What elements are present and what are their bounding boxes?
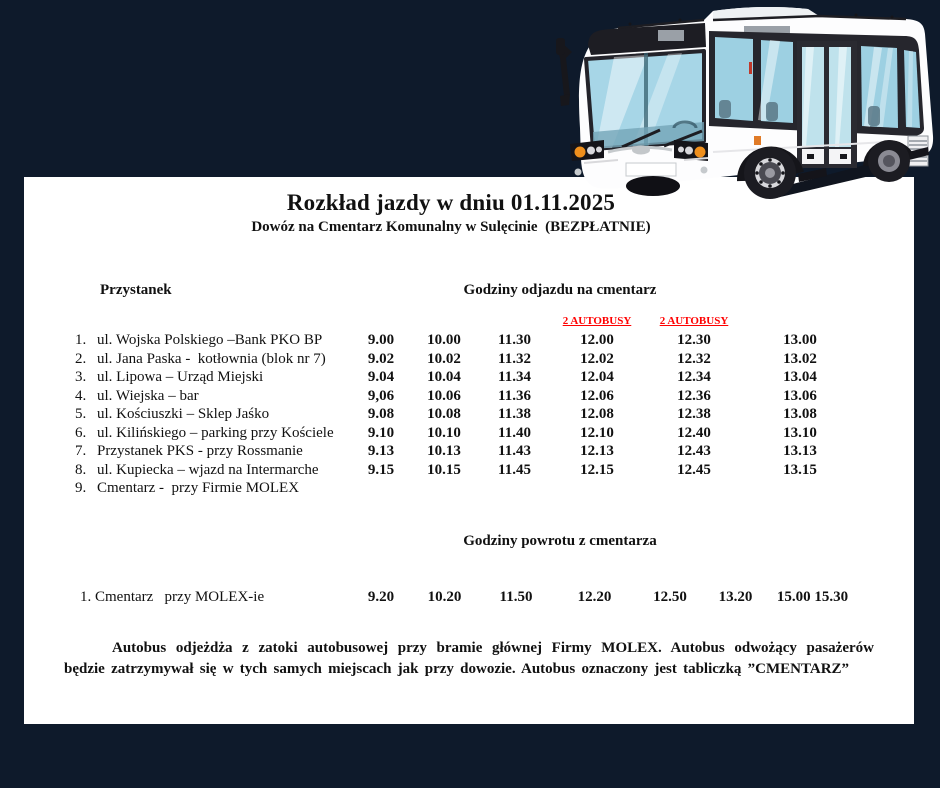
departure-time-cell: 12.32 — [677, 350, 711, 367]
departure-row — [24, 368, 914, 387]
departure-time-cell: 10.08 — [427, 406, 461, 422]
departure-time-cell: 11.30 — [498, 332, 531, 348]
stop-label: Przystanek PKS - przy Rossmanie — [97, 443, 303, 459]
departure-time-cell: 12.40 — [677, 424, 711, 441]
departure-time-cell: 9.02 — [367, 350, 395, 367]
departure-row — [24, 331, 914, 350]
spacer — [24, 315, 552, 328]
departure-time-cell: 10.10 — [427, 424, 461, 441]
departure-time-cell: 10.13 — [427, 443, 461, 459]
return-stop-label: 1. Cmentarz przy MOLEX-ie — [80, 588, 265, 605]
departure-time-cell: 12.00 — [580, 332, 614, 348]
stop-number: 3. — [75, 369, 87, 385]
stop-name — [24, 442, 351, 461]
departure-row — [24, 442, 914, 461]
stop-name — [24, 461, 351, 480]
departure-time-cell: 9.10 — [367, 424, 395, 441]
stop-name — [24, 350, 351, 369]
departure-time-cell: 13.13 — [783, 443, 817, 459]
departure-time-cell: 12.43 — [677, 443, 711, 459]
departure-time-cell: 10.00 — [427, 332, 461, 348]
departure-time-cell: 11.45 — [498, 461, 531, 478]
stop-label: ul. Jana Paska - kotłownia (blok nr 7) — [97, 350, 326, 367]
departure-time-cell: 11.43 — [498, 443, 531, 459]
footer-note: Autobus odjeżdża z zatoki autobusowej przy bramie głównej Firmy MOLEX. Autobus odwożący pasażerów będzie zatrzymywał się w tych samych miejscach jak przy dowozie. Autobus oznaczony jest tabliczką ”CMENTARZ” — [64, 639, 874, 677]
stop-label: ul. Kościuszki – Sklep Jaśko — [97, 406, 270, 422]
departure-time-cell: 13.10 — [783, 424, 817, 441]
departure-time-cell: 10.02 — [427, 350, 461, 367]
departure-time-cell: 12.38 — [677, 406, 711, 422]
table-header-row — [24, 281, 914, 300]
departure-time-cell: 13.08 — [783, 406, 817, 422]
departure-row — [24, 461, 914, 480]
departure-time-cell: 9.08 — [367, 406, 395, 422]
stop-label: ul. Wojska Polskiego –Bank PKO BP — [97, 332, 323, 348]
departure-time-cell: 13.04 — [783, 369, 817, 385]
departure-time-cell: 12.04 — [580, 369, 614, 385]
departure-table — [24, 331, 914, 498]
departure-time-cell: 13.06 — [783, 387, 817, 404]
departure-time-cell — [552, 479, 642, 498]
departure-time-cell: 12.30 — [677, 332, 711, 348]
departure-time-cell: 12.15 — [580, 461, 614, 478]
two-buses-label: 2 AUTOBUSY — [562, 315, 632, 327]
departure-time-cell: 13.15 — [783, 461, 817, 478]
departure-time-cell: 12.36 — [677, 387, 711, 404]
stop-label: ul. Lipowa – Urząd Miejski — [97, 369, 264, 385]
departure-time-cell: 12.06 — [580, 387, 614, 404]
departure-time-cell: 11.36 — [498, 387, 531, 404]
page-title: Rozkład jazdy w dniu 01.11.2025 — [286, 190, 616, 215]
two-buses-label-row — [24, 315, 914, 328]
stop-name — [24, 387, 351, 406]
timetable-document — [24, 177, 914, 724]
departure-time-cell: 13.02 — [783, 350, 817, 367]
stop-number: 5. — [75, 406, 87, 422]
departure-time-cell: 10.04 — [427, 369, 461, 385]
departure-time-cell: 9.13 — [367, 443, 395, 459]
stop-number: 9. — [75, 480, 87, 496]
stop-name — [24, 424, 351, 443]
departure-time-cell: 9,06 — [367, 387, 395, 404]
return-times-header: Godziny powrotu z cmentarza — [463, 532, 657, 549]
stop-label: Cmentarz - przy Firmie MOLEX — [97, 480, 300, 496]
stop-name — [24, 368, 351, 387]
stop-number: 6. — [75, 424, 87, 441]
departure-row — [24, 405, 914, 424]
stop-name — [24, 405, 351, 424]
departure-time-cell: 9.04 — [367, 369, 395, 385]
stop-number: 7. — [75, 443, 87, 459]
departure-time-cell: 9.15 — [367, 461, 395, 478]
return-times — [351, 588, 859, 607]
stop-number: 4. — [75, 387, 87, 404]
departure-time-cell: 13.00 — [783, 332, 817, 348]
stops-column-header: Przystanek — [100, 282, 172, 298]
departure-time-cell: 11.32 — [498, 350, 531, 367]
return-time-cell: 15.00 15.30 — [776, 588, 849, 605]
return-time-cell: 12.20 — [577, 588, 612, 605]
departure-time-cell — [477, 479, 552, 498]
bus-illustration — [556, 0, 940, 202]
departure-time-cell: 10.15 — [427, 461, 461, 478]
return-time-cell: 13.20 — [718, 588, 753, 605]
departure-row — [24, 479, 914, 498]
return-time-cell: 10.20 — [427, 588, 462, 605]
departure-time-cell — [746, 479, 854, 498]
stop-name — [24, 479, 351, 498]
stop-number: 2. — [75, 350, 87, 367]
departure-time-cell: 12.13 — [580, 443, 614, 459]
page-subtitle: Dowóz na Cmentarz Komunalny w Sulęcinie (BEZPŁATNIE) — [251, 219, 651, 235]
return-time-cell: 9.20 — [367, 588, 395, 605]
stop-number: 8. — [75, 461, 87, 478]
departure-time-cell — [642, 479, 746, 498]
departure-time-cell: 11.38 — [498, 406, 531, 422]
departure-time-cell: 11.34 — [498, 369, 531, 385]
departure-time-cell — [411, 479, 477, 498]
departure-time-cell: 12.02 — [580, 350, 614, 367]
departure-row — [24, 350, 914, 369]
departure-time-cell: 9.00 — [367, 332, 395, 348]
stop-number: 1. — [75, 332, 87, 348]
departure-time-cell: 12.34 — [677, 369, 711, 385]
two-buses-label: 2 AUTOBUSY — [659, 315, 729, 327]
departure-time-cell: 12.45 — [677, 461, 711, 478]
stop-label: ul. Kupiecka – wjazd na Intermarche — [97, 461, 319, 478]
departure-time-cell — [351, 479, 411, 498]
departure-time-cell: 10.06 — [427, 387, 461, 404]
return-time-cell: 12.50 — [653, 588, 687, 605]
departure-time-cell: 11.40 — [498, 424, 531, 441]
stop-label: ul. Kilińskiego – parking przy Kościele — [97, 424, 334, 441]
departure-row — [24, 387, 914, 406]
departure-time-cell: 12.10 — [580, 424, 614, 441]
return-row — [24, 588, 914, 607]
departure-row — [24, 424, 914, 443]
departure-times-header: Godziny odjazdu na cmentarz — [463, 282, 657, 298]
departure-time-cell: 12.08 — [580, 406, 614, 422]
return-time-cell: 11.50 — [499, 588, 533, 605]
stop-label: ul. Wiejska – bar — [97, 387, 199, 404]
stop-name — [24, 331, 351, 350]
